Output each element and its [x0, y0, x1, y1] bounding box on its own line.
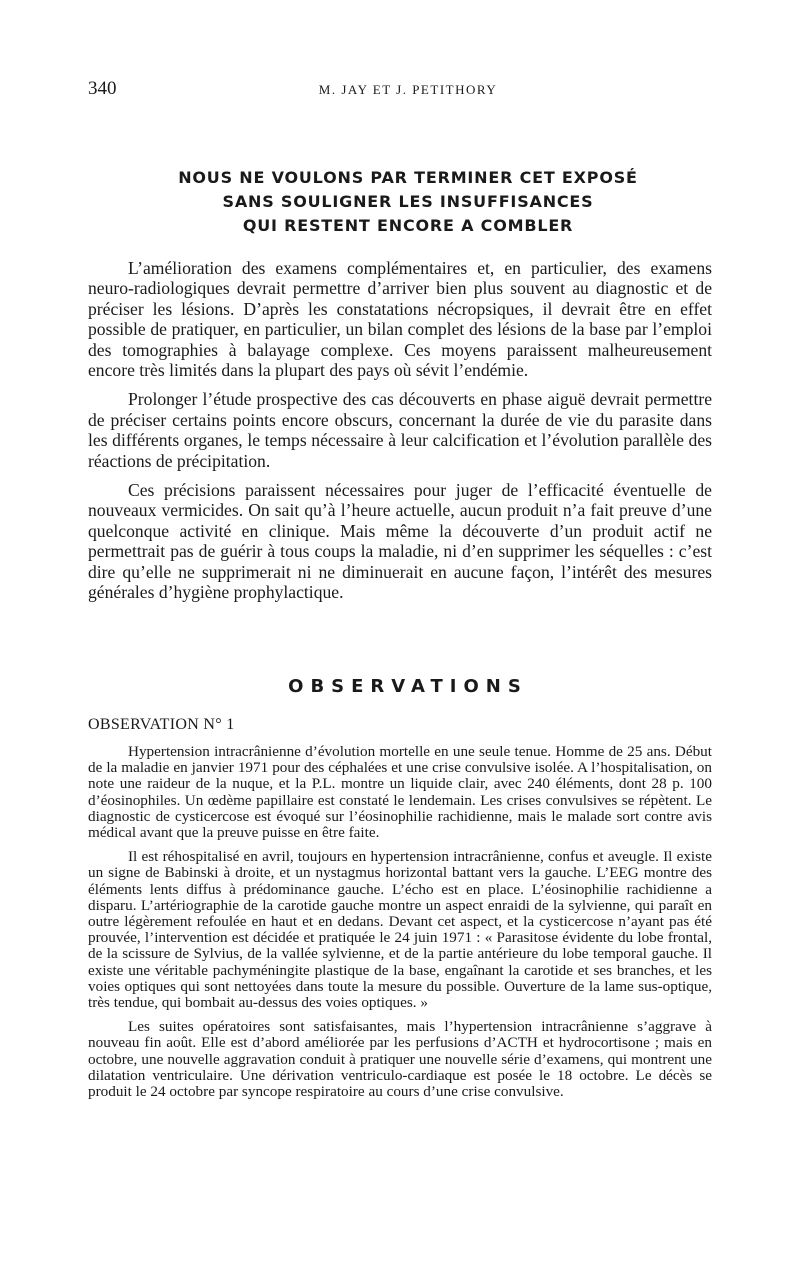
observations-heading: OBSERVATIONS [288, 676, 528, 697]
observation-label: OBSERVATION N° 1 [88, 716, 235, 733]
observation-paragraph: Il est réhospitalisé en avril, toujours en hypertension intracrânienne, confus et aveugle. Il existe un signe de Babinski à droite, et un nystagmus horizontal battant vers la gauche. L’EEG montre des éléments lents diffus à prédominance gauche. L’écho est en place. L’éosinophilie rachidienne a disparu. L’artériographie de la carotide gauche montre un aspect enraidi de la sylvienne, qui paraît en outre légèrement refoulée en haut et en dedans. Devant cet aspect, et la cysticercose n’ayant pas été prouvée, l’intervention est décidée et pratiquée le 24 juin 1971 : « Parasitose évidente du lobe frontal, de la scissure de Sylvius, de la vallée sylvienne, et de la partie antérieure du lobe temporal gauche. Il existe une véritable pachyméningite plastique de la base, engaînant la carotide et ses branches, et les voies optiques qui sont nettoyées dans toute la mesure du possible. Ouverture de la lame sus-optique, très tendue, qui bombait au-dessus des voies optiques. » [88, 848, 712, 1012]
observation-paragraph: Les suites opératoires sont satisfaisantes, mais l’hypertension intracrânienne s’aggrave à nouveau fin août. Elle est d’abord améliorée par les perfusions d’ACTH et hydrocortisone ; mais en octobre, une nouvelle aggravation conduit à pratiquer une nouvelle série d’examens, qui montrent une dilatation ventriculaire. Une dérivation ventriculo-cardiaque est posée le 18 octobre. Le décès se produit le 24 octobre par syncope respiratoire au cours d’une crise convulsive. [88, 1018, 712, 1101]
page-header [88, 78, 728, 102]
section-heading-line: QUI RESTENT ENCORE A COMBLER [242, 216, 574, 235]
page-number: 340 [88, 78, 117, 99]
body-paragraph: Prolonger l’étude prospective des cas découverts en phase aiguë devrait permettre de préciser certains points encore obscurs, concernant la durée de vie du parasite dans les différents organes, le temps nécessaire à leur calcification et l’évolution parallèle des réactions de précipitation. [88, 389, 712, 471]
running-title: M. JAY ET J. PETITHORY [318, 82, 498, 97]
body-paragraph: Ces précisions paraissent nécessaires pour juger de l’efficacité éventuelle de nouveaux vermicides. On sait qu’à l’heure actuelle, aucun produit n’a fait preuve d’une quelconque activité en clinique. Mais même la découverte d’un produit actif ne permettrait pas de guérir à tous coups la maladie, ni d’en supprimer les séquelles : c’est dire qu’elle ne supprimerait ni ne diminuerait en aucune façon, l’intérêt des mesures générales d’hygiène prophylactique. [88, 480, 712, 603]
section-body [88, 258, 712, 612]
section-heading [88, 166, 728, 238]
body-paragraph: L’amélioration des examens complémentaires et, en particulier, des examens neuro-radiologiques devrait permettre d’arriver bien plus souvent au diagnostic et de préciser les lésions. D’après les constatations nécropsiques, il devrait être en effet possible de pratiquer, en particulier, un bilan complet des lésions de la base par l’emploi des tomographies à balayage complexe. Ces moyens paraissent malheureusement encore très limités dans la plupart des pays où sévit l’endémie. [88, 258, 712, 381]
observation-body [88, 744, 712, 1108]
observation-paragraph: Hypertension intracrânienne d’évolution mortelle en une seule tenue. Homme de 25 ans. Début de la maladie en janvier 1971 pour des céphalées et une crise convulsive isolée. A l’hospitalisation, on note une raideur de la nuque, et la P.L. montre un liquide clair, avec 240 éléments, dont 28 p. 100 d’éosinophiles. Un œdème papillaire est constaté le lendemain. Les crises convulsives se répètent. Le diagnostic de cysticercose est évoqué sur l’éosinophilie rachidienne, mais le malade sort contre avis médical avant que la preuve puisse en être faite. [88, 743, 712, 842]
section-heading-line: NOUS NE VOULONS PAR TERMINER CET EXPOSÉ [178, 168, 638, 187]
section-heading-line: SANS SOULIGNER LES INSUFFISANCES [222, 192, 594, 211]
